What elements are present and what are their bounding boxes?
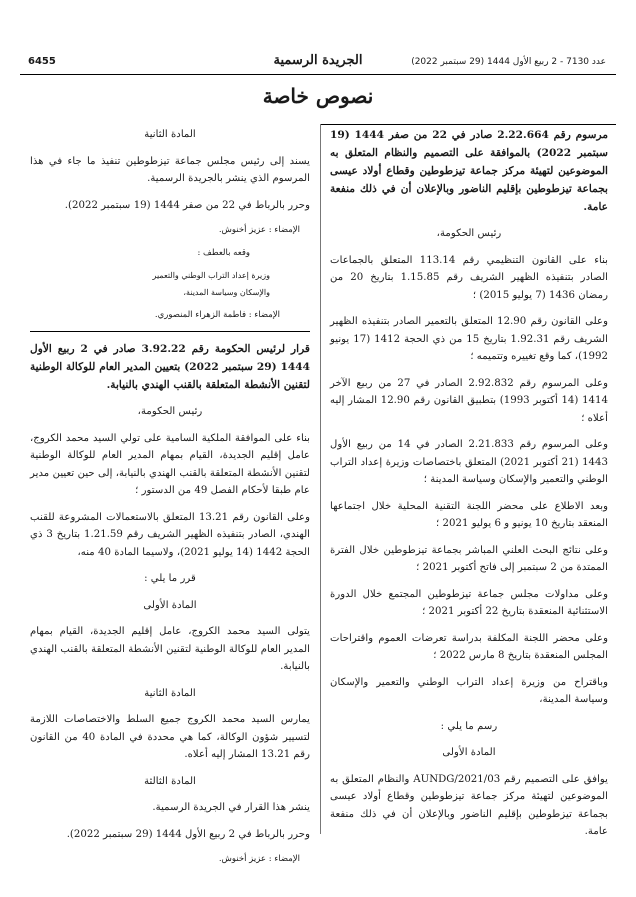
decree-title: مرسوم رقم 2.22.664 صادر في 22 من صفر 1444 (19 سبتمبر 2022) بالموافقة على التصميم والنظام المتعلق به الموضوعين لتهيئة مركز جماعة تيزطوطين وقطاع أولاد عيسى بجماعة تيزطوطين بإقليم الناضور وبالإعلان أن في ذلك منفعة عامة. [330, 129, 609, 213]
decision-separator [30, 331, 310, 332]
decree-paragraph: وباقتراح من وزيرة إعداد التراب الوطني والتعمير والإسكان وسياسة المدينة، [330, 676, 608, 705]
decision-article3-text: ينشر هذا القرار في الجريدة الرسمية. [152, 802, 310, 813]
decision-article1-text: يتولى السيد محمد الكروج، عامل إقليم الجديدة، القيام بمهام المدير العام للوكالة الوطنية لتقنين الأنشطة المتعلقة بالقنب الهندي بالنيابة. [30, 626, 310, 672]
decree-paragraph: وعلى القانون رقم 12.90 المتعلق بالتعمير الصادر بتنفيذه الظهير الشريف رقم 1.92.31 بتاريخ 15 من ذي الحجة 1412 (17 يونيو 1992)، كما وقع تغييره وتتميمه ؛ [330, 316, 608, 362]
issue-info: عدد 7130 - 2 ربيع الأول 1444 (29 سبتمبر 2022) [411, 57, 606, 67]
decree-article1-heading: المادة الأولى [442, 747, 496, 758]
right-column-top-rule [320, 124, 616, 125]
decision-paragraph: بناء على الموافقة الملكية السامية على تولي السيد محمد الكروج، عامل إقليم الجديدة، القيام بمهام المدير العام للوكالة الوطنية لتقنين الأنشطة المتعلقة بالقنب الهندي بالنيابة، إلى حين تعيين مدير عام طبقا لأحكام الفصل 49 من الدستور ؛ [30, 432, 310, 496]
gazette-title: الجريدة الرسمية [273, 53, 363, 68]
decree-paragraph: وعلى المرسوم رقم 2.21.833 الصادر في 14 من ربيع الأول 1443 (21 أكتوبر 2021) المتعلق باختصاصات وزيرة إعداد التراب الوطني والتعمير والإسكان وسياسة المدينة ؛ [330, 439, 609, 485]
decree-paragraph: وعلى محضر اللجنة المكلفة بدراسة تعرضات العموم واقتراحات المجلس المنعقدة بتاريخ 8 مارس 2022 ؛ [330, 632, 608, 661]
decision-article1-heading: المادة الأولى [143, 599, 197, 611]
decree-article2-text: يسند إلى رئيس مجلس جماعة تيزطوطين تنفيذ ما جاء في هذا المرسوم الذي ينشر بالجريدة الرسمية. [30, 155, 310, 184]
decree-paragraph: وعلى مداولات مجلس جماعة تيزطوطين المجتمع خلال الدورة الاستثنائية المنعقدة بتاريخ 22 أكتوبر 2021 ؛ [330, 588, 608, 617]
decree-opening: رئيس الحكومة، [436, 228, 502, 239]
left-column [30, 126, 310, 875]
decision-signature: الإمضاء : عزيز أخنوش. [218, 854, 300, 864]
page-number: 6455 [28, 56, 56, 67]
decision-title: قرار لرئيس الحكومة رقم 3.92.22 صادر في 2 ربيع الأول 1444 (29 سبتمبر 2022) بتعيين المدير العام للوكالة الوطنية لتقنين الأنشطة المتعلقة بالقنب الهندي بالنيابة. [30, 343, 310, 391]
decision-date-line: وحرر بالرباط في 2 ربيع الأول 1444 (29 سبتمبر 2022). [66, 828, 310, 840]
decree-paragraph: بناء على القانون التنظيمي رقم 113.14 المتعلق بالجماعات الصادر بتنفيذه الظهير الشريف رقم 1.15.85 بتاريخ 20 من رمضان 1436 (7 يوليو 2015) ؛ [330, 254, 609, 301]
decree-paragraph: وعلى المرسوم رقم 2.92.832 الصادر في 27 من ربيع الآخر 1414 (14 أكتوبر 1993) بتطبيق القانون رقم 12.90 المشار إليه أعلاه ؛ [330, 377, 609, 424]
decree-date-line: وحرر بالرباط في 22 من صفر 1444 (19 سبتمبر 2022). [64, 199, 310, 211]
header-rule [20, 74, 616, 75]
column-divider [320, 124, 321, 834]
decree-paragraph: وبعد الاطلاع على محضر اللجنة التقنية المحلية خلال اجتماعها المنعقد بتاريخ 10 يونيو و 6 يوليو 2021 ؛ [330, 500, 608, 529]
decree-article1-text: يوافق على التصميم رقم 03/AUNDG/2021 والنظام المتعلق به الموضوعين لتهيئة مركز جماعة تيزطوطين وقطاع أولاد عيسى بجماعة تيزطوطين بإقليم الناضور وبالإعلان أن في ذلك منفعة عامة. [330, 773, 608, 837]
decision-article3-heading: المادة الثالثة [144, 775, 196, 787]
decision-article2-heading: المادة الثانية [144, 687, 196, 699]
decree-signature: الإمضاء : عزيز أخنوش. [218, 225, 300, 235]
decree-column [330, 126, 608, 850]
page-header [20, 52, 616, 72]
section-title: نصوص خاصة [262, 84, 374, 108]
decree-decides: رسم ما يلي : [440, 720, 498, 732]
countersign-label: وقعه بالعطف : [197, 248, 250, 258]
decision-paragraph: وعلى القانون رقم 13.21 المتعلق بالاستعمالات المشروعة للقنب الهندي، الصادر بتنفيذه الظهير الشريف رقم 1.21.59 بتاريخ 3 ذي الحجة 1442 (14 يوليو 2021)، ولاسيما المادة 40 منه، [30, 511, 311, 558]
decision-decides: قرر ما يلي : [144, 573, 196, 584]
minister-title-line2: والإسكان وسياسة المدينة، [183, 288, 270, 297]
decree-paragraph: وعلى نتائج البحث العلني المباشر بجماعة تيزطوطين خلال الفترة الممتدة من 2 سبتمبر إلى فاتح أكتوبر 2021 ؛ [330, 544, 608, 573]
decree-article2-heading: المادة الثانية [144, 129, 196, 140]
minister-signature: الإمضاء : فاطمة الزهراء المنصوري. [154, 310, 280, 320]
decision-opening: رئيس الحكومة، [137, 406, 203, 417]
decision-article2-text: يمارس السيد محمد الكروج جميع السلط والاختصاصات اللازمة لتسيير شؤون الوكالة، كما هي محددة في المادة 40 من القانون رقم 13.21 المشار إليه أعلاه. [30, 714, 310, 760]
minister-title-line1: وزيرة إعداد التراب الوطني والتعمير [152, 271, 270, 280]
